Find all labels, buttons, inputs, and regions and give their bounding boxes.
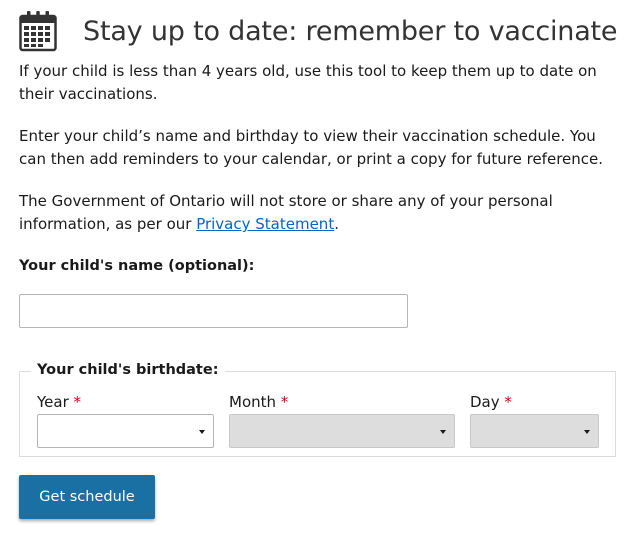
privacy-text: The Government of Ontario will not store or share any of your personal information, as per our [19, 192, 553, 233]
year-select[interactable] [37, 414, 214, 448]
month-label [229, 393, 288, 411]
intro-paragraph-1: If your child is less than 4 years old, use this tool to keep them up to date on their vaccinations. [19, 62, 597, 103]
child-name-label: Your child's name (optional): [19, 258, 255, 274]
page-title: Stay up to date: remember to vaccinate [83, 15, 618, 47]
privacy-paragraph [19, 190, 619, 236]
child-name-input[interactable] [19, 294, 408, 328]
day-select[interactable] [470, 414, 599, 448]
year-label-text: Year [37, 393, 69, 411]
day-label-text: Day [470, 393, 500, 411]
month-select[interactable] [229, 414, 455, 448]
required-mark: * [73, 393, 82, 411]
required-mark: * [504, 393, 512, 411]
day-label [470, 393, 512, 411]
privacy-statement-link[interactable]: Privacy Statement [196, 215, 335, 233]
birthdate-legend: Your child's birthdate: [31, 362, 225, 378]
caret-down-icon [584, 430, 590, 434]
required-mark: * [280, 393, 289, 411]
caret-down-icon [440, 430, 446, 434]
privacy-text-end: . [334, 215, 339, 233]
month-label-text: Month [229, 393, 277, 411]
caret-down-icon [199, 430, 205, 434]
get-schedule-button[interactable]: Get schedule [19, 475, 155, 519]
year-label [37, 393, 81, 411]
page-header [19, 10, 617, 52]
calendar-icon [19, 10, 57, 52]
intro-paragraph-2: Enter your child’s name and birthday to view their vaccination schedule. You can then add reminders to your calendar, or print a copy for future reference. [19, 127, 604, 168]
